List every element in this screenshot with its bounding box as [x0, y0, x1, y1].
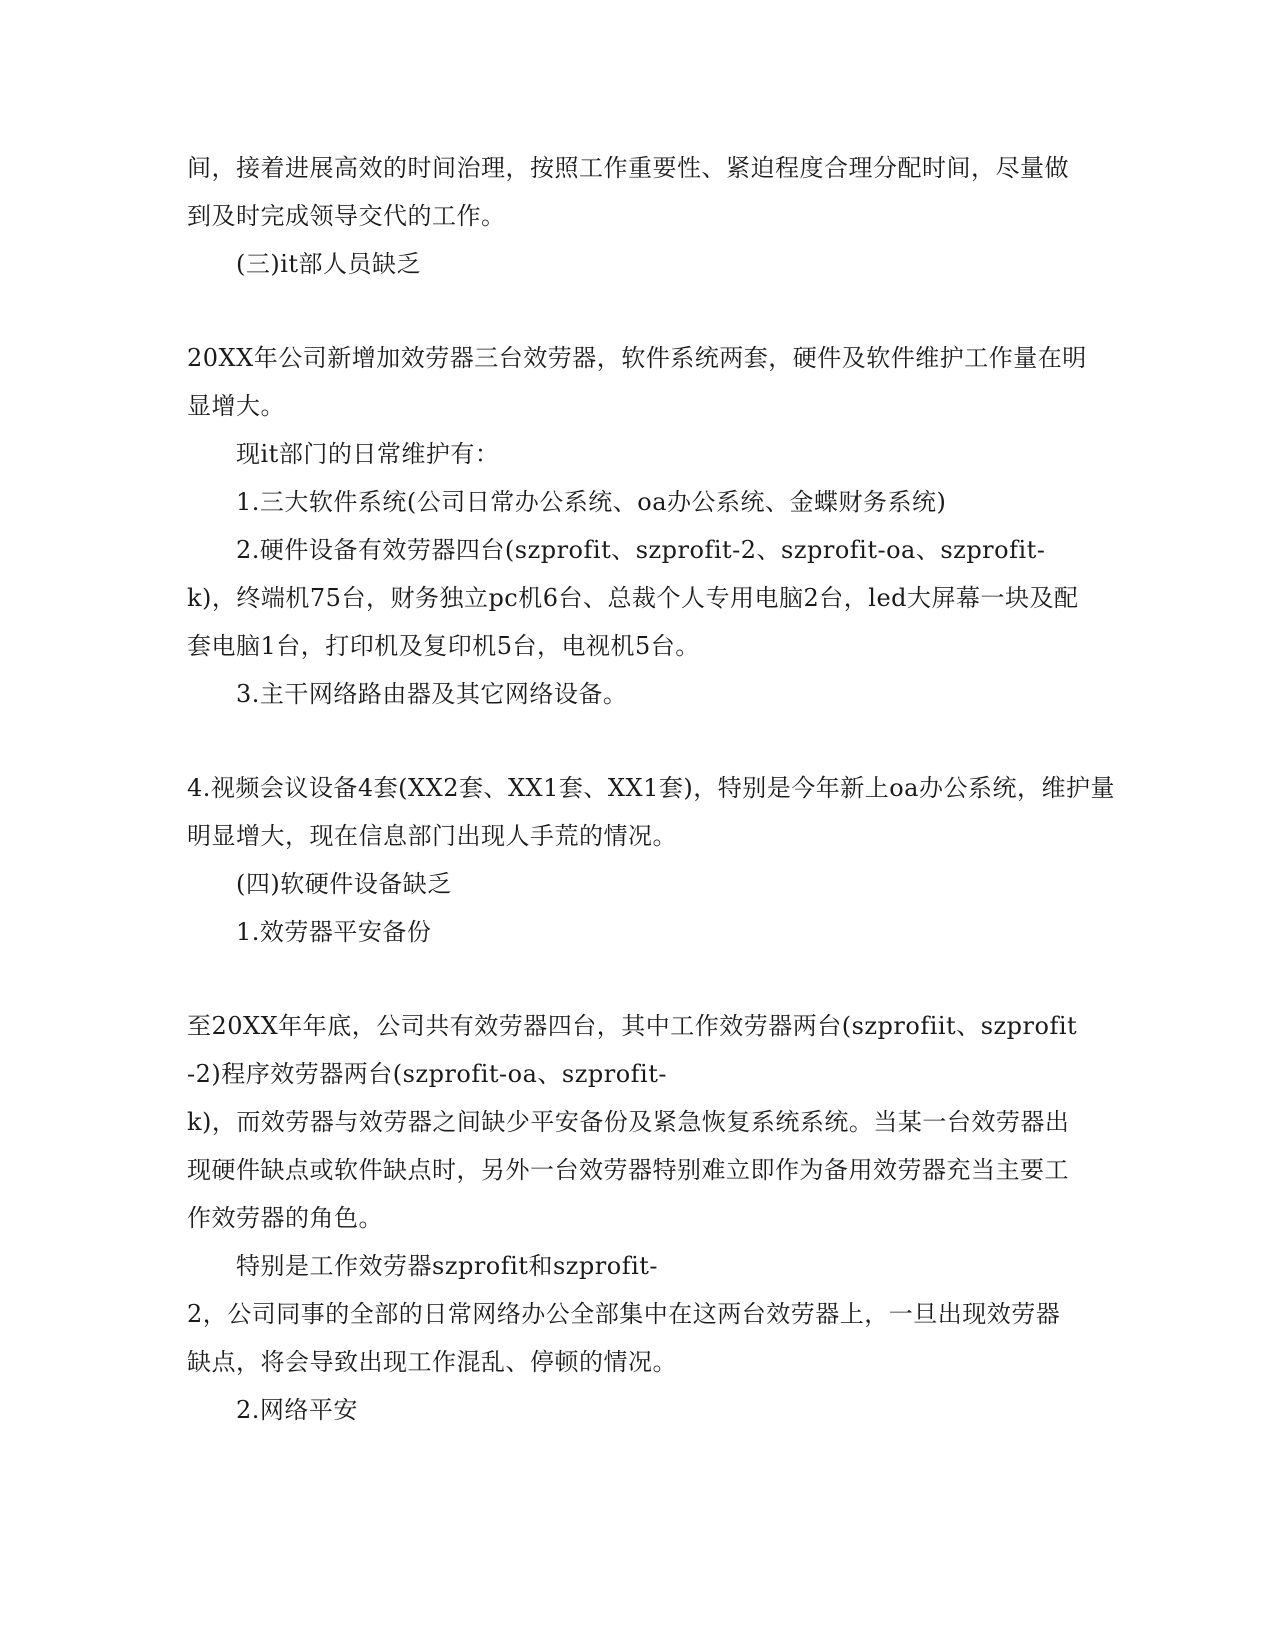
text-line: k)，而效劳器与效劳器之间缺少平安备份及紧急恢复系统系统。当某一台效劳器出: [187, 1108, 1070, 1136]
text-line: 20XX年公司新增加效劳器三台效劳器，软件系统两套，硬件及软件维护工作量在明: [187, 344, 1087, 372]
text-line: 到及时完成领导交代的工作。: [187, 202, 506, 230]
text-line: 显增大。: [187, 392, 285, 420]
section-heading: (四)软硬件设备缺乏: [236, 870, 452, 898]
text-line: -2)程序效劳器两台(szprofit-oa、szprofit-: [187, 1060, 667, 1088]
text-line: 2，公司同事的全部的日常网络办公全部集中在这两台效劳器上，一旦出现效劳器: [187, 1300, 1061, 1328]
section-heading: (三)it部人员缺乏: [236, 250, 422, 278]
text-line: 现硬件缺点或软件缺点时，另外一台效劳器特别难立即作为备用效劳器充当主要工: [187, 1156, 1069, 1184]
text-line: 现it部门的日常维护有：: [236, 440, 500, 468]
text-line: 缺点，将会导致出现工作混乱、停顿的情况。: [187, 1348, 677, 1376]
text-line: 作效劳器的角色。: [187, 1204, 383, 1232]
subsection-heading: 1.效劳器平安备份: [236, 918, 432, 946]
text-line: 特别是工作效劳器szprofit和szprofit-: [236, 1252, 659, 1280]
text-line: 套电脑1台，打印机及复印机5台，电视机5台。: [187, 632, 700, 660]
text-line: 明显增大，现在信息部门出现人手荒的情况。: [187, 822, 677, 850]
list-item: 4.视频会议设备4套(XX2套、XX1套、XX1套)，特别是今年新上oa办公系统，维护量: [187, 774, 1115, 802]
subsection-heading: 2.网络平安: [236, 1396, 358, 1424]
text-line: 间，接着进展高效的时间治理，按照工作重要性、紧迫程度合理分配时间，尽量做: [187, 154, 1069, 182]
list-item: 2.硬件设备有效劳器四台(szprofit、szprofit-2、szprofit-oa、szprofit-: [236, 536, 1046, 564]
list-item: 3.主干网络路由器及其它网络设备。: [236, 680, 628, 708]
text-line: 至20XX年年底，公司共有效劳器四台，其中工作效劳器两台(szprofiit、szprofit: [187, 1012, 1078, 1040]
list-item: 1.三大软件系统(公司日常办公系统、oa办公系统、金蝶财务系统): [236, 488, 947, 516]
text-line: k)，终端机75台，财务独立pc机6台、总裁个人专用电脑2台，led大屏幕一块及配: [187, 584, 1079, 612]
